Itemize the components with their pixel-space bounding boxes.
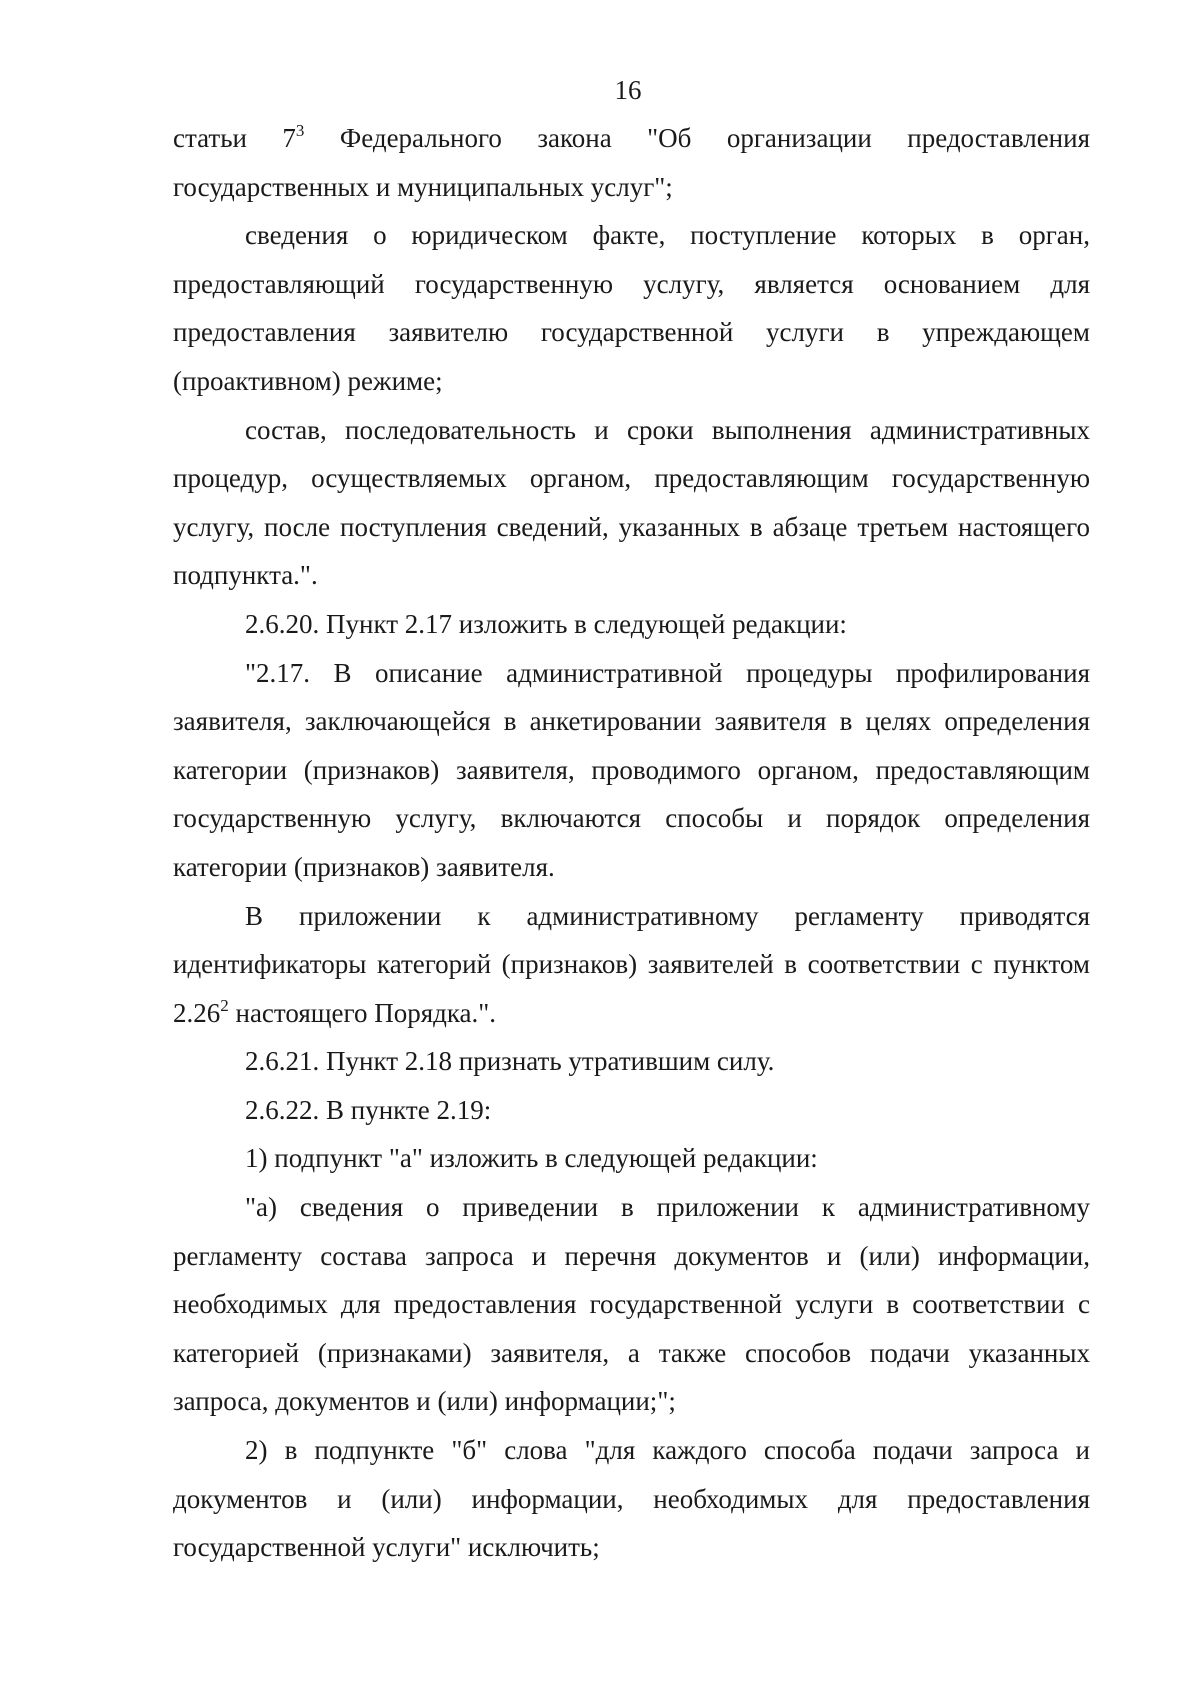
paragraph-11: 2) в подпункте "б" слова "для каждого способа подачи запроса и документов и (или) информации, необходимых для предоставления государственной услуги" исключить; xyxy=(173,1435,1090,1563)
paragraph-7: 2.6.21. Пункт 2.18 признать утратившим силу. xyxy=(245,1046,775,1077)
paragraph-1-text: статьи 7 xyxy=(173,123,296,153)
paragraph-1-text-cont: Федерального закона "Об организации предоставления государственных и муниципальных услуг"; xyxy=(173,123,1090,202)
paragraph-2: сведения о юридическом факте, поступление которых в орган, предоставляющий государственную услугу, является основанием для предоставления заявителю государственной услуги в упреждающем (проактивном) режиме; xyxy=(173,220,1090,396)
document-body xyxy=(173,114,1090,1572)
paragraph-4: 2.6.20. Пункт 2.17 изложить в следующей редакции: xyxy=(245,608,847,639)
paragraph-9: 1) подпункт "а" изложить в следующей редакции: xyxy=(245,1143,818,1174)
paragraph-8: 2.6.22. В пункте 2.19: xyxy=(245,1094,492,1125)
paragraph-1 xyxy=(173,114,1090,211)
paragraph-10: "а) сведения о приведении в приложении к административному регламенту состава запроса и перечня документов и (или) информации, необходимых для предоставления государственной услуги в соответствии с категорией (признаками) заявителя, а также способов подачи указанных запроса, документов и (или) информации;"; xyxy=(173,1192,1090,1417)
page-number: 16 xyxy=(614,75,642,105)
superscript-3: 3 xyxy=(295,121,305,140)
paragraph-5: "2.17. В описание административной процедуры профилирования заявителя, заключающейся в анкетировании заявителя в целях определения категории (признаков) заявителя, проводимого органом, предоставляющим государственную услугу, включаются способы и порядок определения категории (признаков) заявителя. xyxy=(173,657,1090,882)
paragraph-3: состав, последовательность и сроки выполнения административных процедур, осуществляемых органом, предоставляющим государственную услугу, после поступления сведений, указанных в абзаце третьем настоящего подпункта.". xyxy=(173,414,1090,591)
paragraph-6 xyxy=(173,892,1090,1038)
paragraph-6-text-cont: настоящего Порядка.". xyxy=(228,997,497,1028)
paragraph-6-text: В приложении к административному регламенту приводятся идентификаторы категорий (признаков) заявителей в соответствии с пунктом 2.26 xyxy=(173,900,1090,1028)
superscript-2: 2 xyxy=(220,995,229,1015)
